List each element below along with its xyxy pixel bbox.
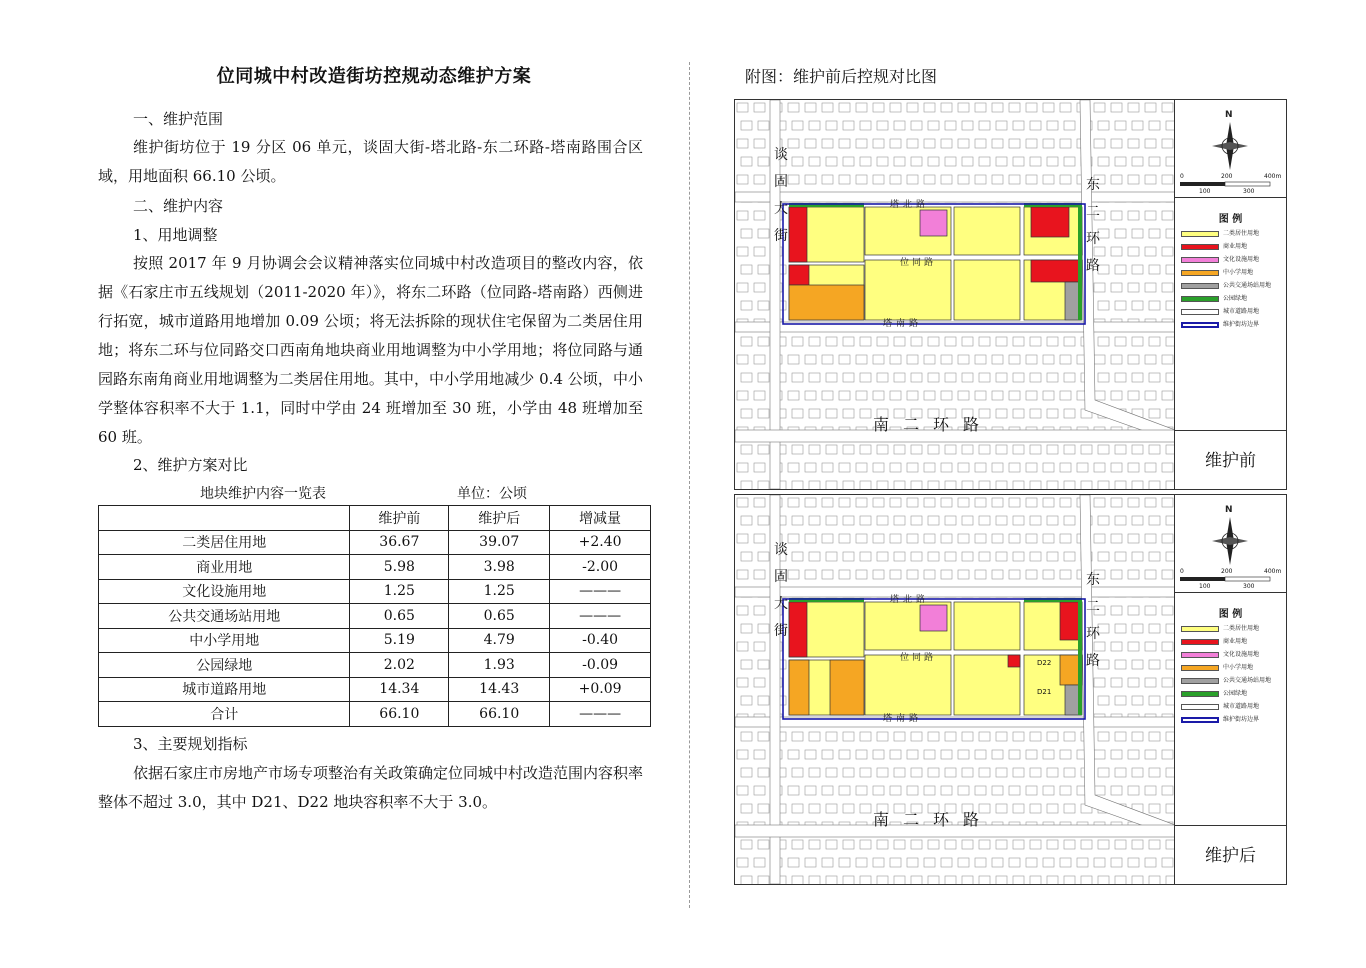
table-header-row: [99, 506, 651, 531]
legend-swatch: [1181, 309, 1219, 315]
scale-label: 100: [1199, 583, 1211, 590]
parcel-commercial: [1008, 655, 1020, 667]
map-caption: 维护前: [1205, 451, 1256, 471]
scale-label: 0: [1180, 173, 1184, 180]
legend-item: [1181, 243, 1247, 251]
parcel-commercial: [1031, 260, 1081, 282]
legend-item: [1181, 716, 1259, 724]
parcel-school: [830, 660, 864, 715]
parcel-commercial: [1031, 207, 1069, 237]
parcel-commercial: [789, 602, 807, 657]
table-row: [99, 702, 651, 727]
table-cell: 文化设施用地: [99, 579, 350, 604]
legend-label: 城市道路用地: [1223, 308, 1260, 315]
table-row: [99, 555, 651, 580]
legend-item: [1181, 295, 1247, 303]
table-cell: ———: [550, 604, 651, 629]
parcel: [920, 210, 947, 236]
table-cell: -0.09: [550, 653, 651, 678]
plot-label-d22: D22: [1037, 659, 1052, 667]
road-label-east2: 东二环路: [1086, 572, 1100, 669]
table-cell: 36.67: [350, 530, 449, 555]
road-tabei: [735, 587, 1175, 597]
table-cell: 3.98: [449, 555, 550, 580]
legend-item: [1181, 677, 1271, 685]
table-row: [99, 628, 651, 653]
legend-label: 中小学用地: [1223, 269, 1254, 276]
legend-swatch: [1181, 691, 1219, 697]
parcel: [920, 605, 947, 631]
legend-label: 维护街坊边界: [1223, 716, 1260, 723]
road-label-tabei: 塔北路: [890, 595, 930, 605]
legend-label: 商业用地: [1223, 243, 1248, 250]
section-2-heading: 二、维护内容: [133, 197, 224, 215]
parcel: [954, 207, 1020, 255]
scale-label: 100: [1199, 188, 1211, 195]
parcel-school: [789, 660, 809, 715]
table-cell: 二类居住用地: [99, 530, 350, 555]
legend-panel: [1174, 495, 1286, 884]
table-cell: 39.07: [449, 530, 550, 555]
legend-label: 文化设施用地: [1223, 651, 1260, 658]
label-separator: [1175, 430, 1286, 431]
road-label-south2: 南二环路: [873, 810, 994, 829]
legend-item: [1181, 625, 1259, 633]
legend-separator: [1175, 592, 1286, 593]
legend-swatch: [1181, 639, 1219, 645]
table-cell: -0.40: [550, 628, 651, 653]
legend-title: 图 例: [1218, 214, 1243, 225]
legend-swatch: [1181, 626, 1219, 632]
comparison-table: [98, 505, 651, 727]
table-cell: 城市道路用地: [99, 677, 350, 702]
page-divider: [689, 62, 690, 908]
parcel-commercial: [789, 265, 809, 285]
table-cell: +0.09: [550, 677, 651, 702]
table-cell: 14.43: [449, 677, 550, 702]
map-caption: 维护后: [1205, 846, 1256, 866]
road-label-south2: 南二环路: [873, 415, 994, 434]
road-label-tangu: 谈固大街: [774, 147, 788, 244]
legend-swatch: [1181, 717, 1219, 723]
table-cell: 公共交通场站用地: [99, 604, 350, 629]
section-3-text: 依据石家庄市房地产市场专项整治有关政策确定位同城中村改造范围内容积率整体不超过 3.0，其中 D21、D22 地块容积率不大于 3.0。: [98, 764, 644, 811]
scale-label: 400m: [1264, 568, 1282, 575]
road-label-tangu: 谈固大街: [774, 542, 788, 639]
legend-item: [1181, 256, 1259, 264]
section-2-2-heading: 2、维护方案对比: [133, 456, 248, 474]
legend-item: [1181, 321, 1259, 329]
legend-swatch: [1181, 270, 1219, 276]
legend-swatch: [1181, 296, 1219, 302]
legend-item: [1181, 230, 1259, 238]
legend-swatch: [1181, 652, 1219, 658]
table-cell: 商业用地: [99, 555, 350, 580]
scale-label: 300: [1243, 583, 1255, 590]
section-2-1-text: 按照 2017 年 9 月协调会会议精神落实位同城中村改造项目的整改内容，依据《石家庄市五线规划（2011-2020 年）》，将东二环路（位同路-塔南路）西侧进行拓宽，城市道路用地增加 0.09 公顷；将无法拆除的现状住宅保留为二类居住用地；将东二环与位同路交口西南角地块商业用地调整为中小学用地；将位同路与通园路东南角商业用地调整为二类居住用地。其中，中小学用地减少 0.4 公顷，中小学整体容积率不大于 1.1，同时中学由 24 班增加至 30 班，小学由 48 班增加至 60 班。: [98, 254, 643, 446]
attachment-title: 附图：维护前后控规对比图: [745, 67, 938, 86]
table-cell: 0.65: [449, 604, 550, 629]
label-separator: [1175, 825, 1286, 826]
table-cell: 1.25: [350, 579, 449, 604]
page-title: 位同城中村改造街坊控规动态维护方案: [216, 66, 532, 87]
legend-item: [1181, 690, 1247, 698]
compass-icon: [1210, 515, 1250, 567]
scale-label: 0: [1180, 568, 1184, 575]
table-row: [99, 604, 651, 629]
legend-label: 公共交通场站用地: [1223, 677, 1272, 684]
section-1-text: 维护街坊位于 19 分区 06 单元，谈固大街-塔北路-东二环路-塔南路围合区域，用地面积 66.10 公顷。: [98, 138, 643, 185]
legend-swatch: [1181, 665, 1219, 671]
table-row: [99, 530, 651, 555]
legend-label: 二类居住用地: [1223, 625, 1260, 632]
scale-bar: [1180, 575, 1280, 583]
table-cell: 合计: [99, 702, 350, 727]
section-3-heading: 3、主要规划指标: [133, 735, 248, 753]
table-row: [99, 653, 651, 678]
table-cell: 公园绿地: [99, 653, 350, 678]
parcel-green: [1078, 602, 1082, 715]
table-row: [99, 579, 651, 604]
legend-swatch: [1181, 257, 1219, 263]
road-label-weitong: 位同路: [900, 258, 937, 268]
legend-swatch: [1181, 704, 1219, 710]
legend-label: 公园绿地: [1223, 690, 1248, 697]
table-cell: 5.19: [350, 628, 449, 653]
road-label-weitong: 位同路: [900, 653, 937, 663]
legend-title: 图 例: [1218, 609, 1243, 620]
table-caption: 地块维护内容一览表: [200, 486, 326, 502]
map-before: [734, 99, 1287, 490]
parcel: [954, 602, 1020, 650]
parcel: [865, 655, 951, 715]
parcel: [865, 260, 951, 320]
table-cell: 中小学用地: [99, 628, 350, 653]
table-cell: 66.10: [449, 702, 550, 727]
legend-item: [1181, 269, 1253, 277]
road-tabei: [735, 192, 1175, 202]
legend-label: 中小学用地: [1223, 664, 1254, 671]
table-cell: 2.02: [350, 653, 449, 678]
legend-swatch: [1181, 678, 1219, 684]
legend-swatch: [1181, 283, 1219, 289]
table-cell: 1.93: [449, 653, 550, 678]
legend-item: [1181, 664, 1253, 672]
legend-label: 城市道路用地: [1223, 703, 1260, 710]
road-label-tanan: 塔南路: [883, 319, 923, 329]
table-cell: 66.10: [350, 702, 449, 727]
table-cell: ———: [550, 702, 651, 727]
parcel-commercial: [789, 207, 807, 262]
scale-label: 200: [1221, 568, 1233, 575]
legend-panel: [1174, 100, 1286, 489]
road-label-tabei: 塔北路: [890, 200, 930, 210]
scale-label: 300: [1243, 188, 1255, 195]
table-header-cell: 维护前: [350, 506, 449, 531]
scale-bar: [1180, 180, 1280, 188]
compass-letter: N: [1225, 505, 1233, 515]
table-header-cell: [99, 506, 350, 531]
table-cell: +2.40: [550, 530, 651, 555]
plot-label-d21: D21: [1037, 688, 1052, 696]
legend-item: [1181, 703, 1259, 711]
legend-label: 文化设施用地: [1223, 256, 1260, 263]
legend-label: 公共交通场站用地: [1223, 282, 1272, 289]
table-unit: 单位：公顷: [457, 486, 527, 502]
road-label-east2: 东二环路: [1086, 177, 1100, 274]
compass-icon: [1210, 120, 1250, 172]
legend-label: 商业用地: [1223, 638, 1248, 645]
table-cell: ———: [550, 579, 651, 604]
section-1-heading: 一、维护范围: [133, 110, 224, 128]
table-cell: 1.25: [449, 579, 550, 604]
parcel: [954, 260, 1020, 320]
table-cell: 14.34: [350, 677, 449, 702]
table-header-cell: 维护后: [449, 506, 550, 531]
legend-label: 公园绿地: [1223, 295, 1248, 302]
legend-item: [1181, 282, 1271, 290]
legend-separator: [1175, 197, 1286, 198]
legend-item: [1181, 638, 1247, 646]
legend-swatch: [1181, 231, 1219, 237]
table-row: [99, 677, 651, 702]
parcel-school: [789, 285, 864, 320]
legend-item: [1181, 308, 1259, 316]
table-cell: 0.65: [350, 604, 449, 629]
parcel-green: [1078, 207, 1082, 320]
road-label-tanan: 塔南路: [883, 714, 923, 724]
table-header-cell: 增减量: [550, 506, 651, 531]
table-cell: 5.98: [350, 555, 449, 580]
legend-swatch: [1181, 322, 1219, 328]
scale-label: 200: [1221, 173, 1233, 180]
section-2-1-heading: 1、用地调整: [133, 226, 218, 244]
table-cell: -2.00: [550, 555, 651, 580]
legend-label: 二类居住用地: [1223, 230, 1260, 237]
legend-label: 维护街坊边界: [1223, 321, 1260, 328]
legend-item: [1181, 651, 1259, 659]
compass-letter: N: [1225, 110, 1233, 120]
map-after: [734, 494, 1287, 885]
scale-label: 400m: [1264, 173, 1282, 180]
legend-swatch: [1181, 244, 1219, 250]
table-cell: 4.79: [449, 628, 550, 653]
